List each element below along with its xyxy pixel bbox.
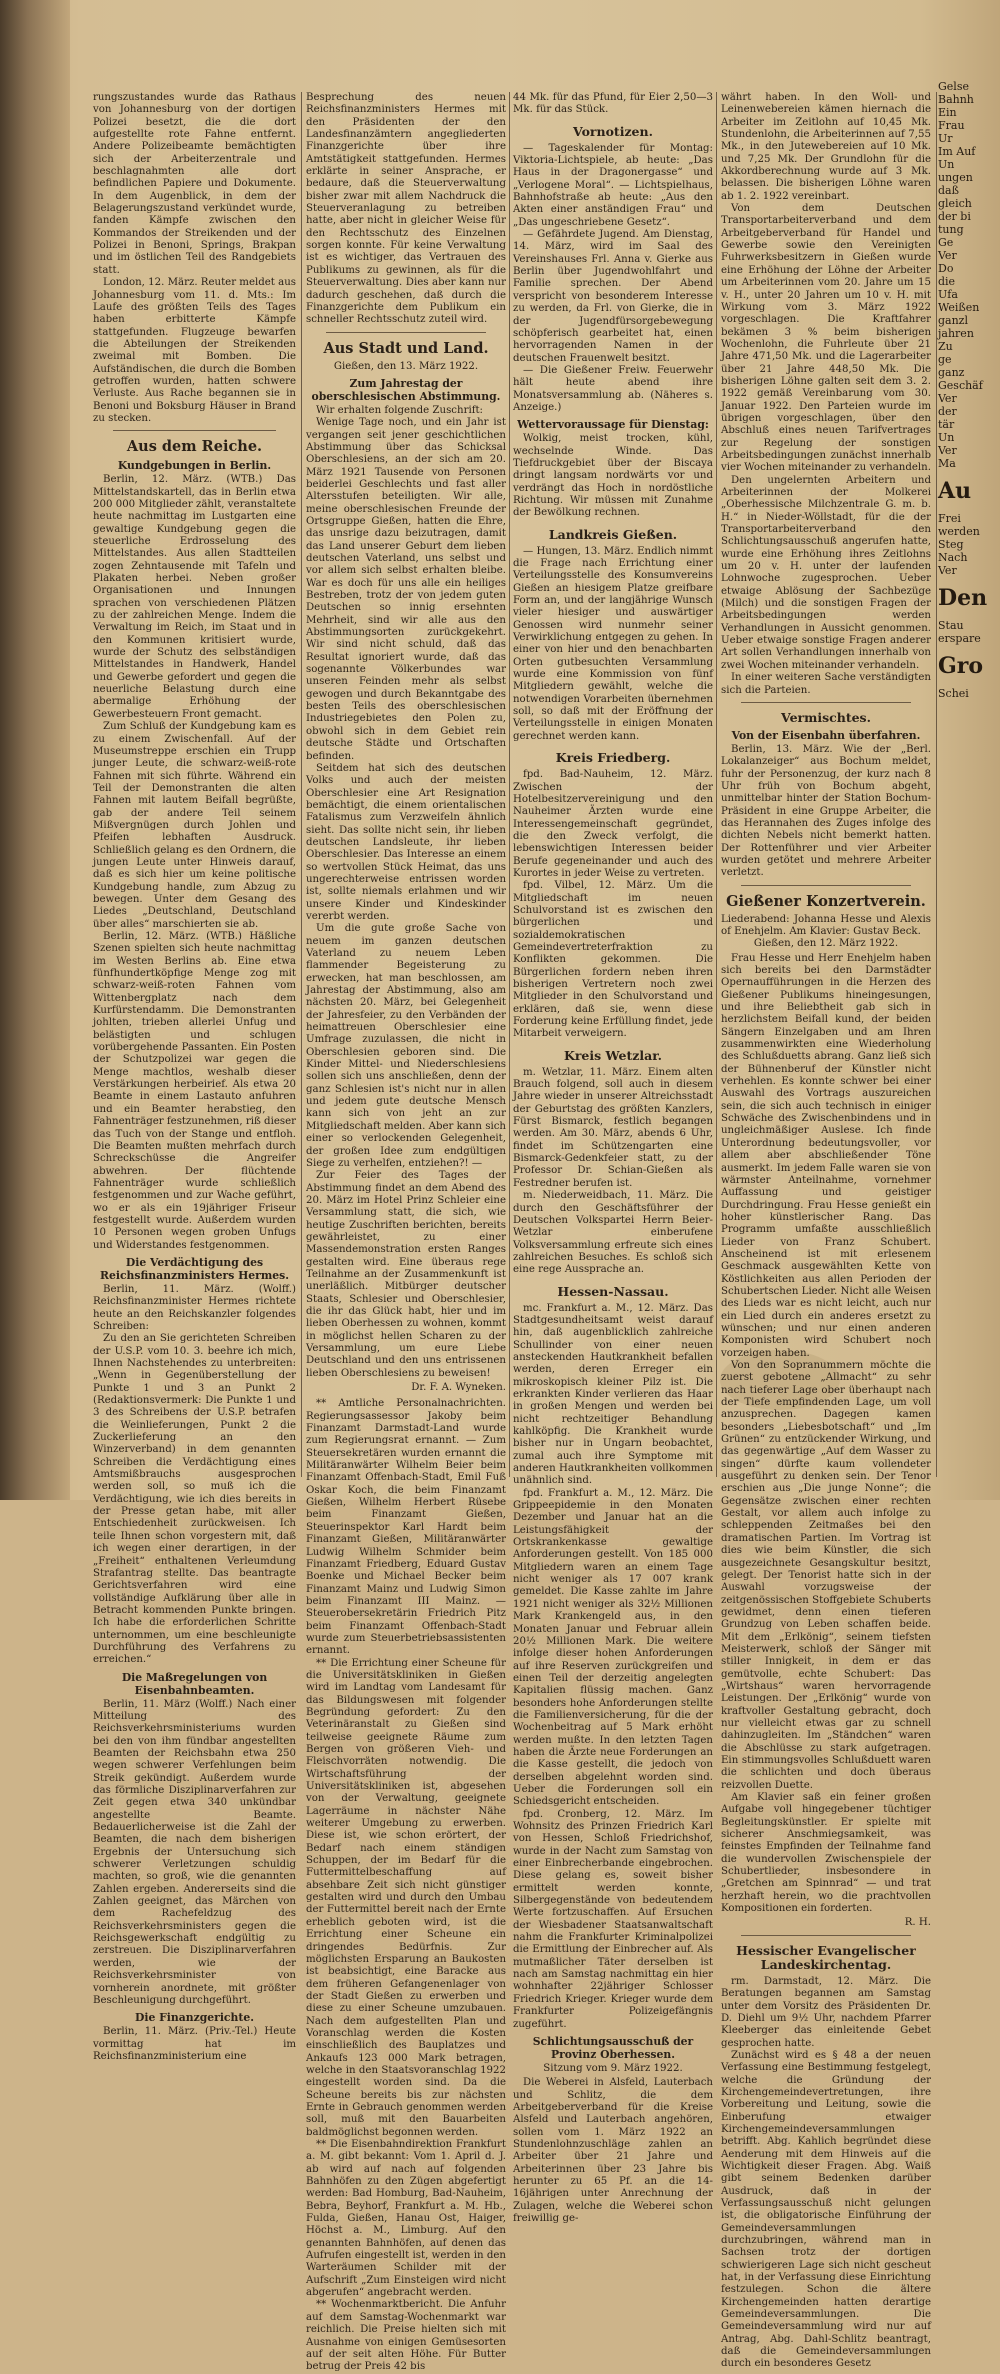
dateline: Gießen, den 12. März 1922. [753,938,899,950]
edge-fragment: Im Auf [938,145,976,158]
section-divider [741,885,911,886]
article-paragraph: London, 12. März. Reuter meldet aus Johannesburg vom 11. d. Mts.: Im Laufe des größten Teils des Tages haben erbitterte Kämpfe stattgefunden. Flugzeuge bewarfen die Abteilungen der Streikenden zweimal mit Bomben. Die Aufständischen, die durch die Bomben getroffen wurden, hatten schwere Verluste. Aus Rache begannen sie in Benoni und Boksburg Häuser in Brand zu stecken. [93,277,296,424]
edge-fragment: Schei [938,687,969,700]
edge-fragment: tär [938,418,955,431]
edge-fragment: Den [938,585,988,611]
article-paragraph: Besprechung des neuen Reichsfinanzministers Hermes mit den Präsidenten der den Landesfinanzämtern angegliederten Finanzgerichte über ihre Amtstätigkeit stattgefunden. Hermes erklärte in seiner Ansprache, er bedaure, daß die Steuerverwaltung bisher zwar mit allem Nachdruck die Steuerveranlagung zu betreiben hatte, aber nicht in gleicher Weise für den Rechtsschutz des Einzelnen sorgen konnte. Für keine Verwaltung ist es wichtiger, das Vertrauen des Publikums zu gewinnen, als für die Steuerverwaltung. Dies aber kann nur dadurch geschehen, daß durch die Finanzgerichte dem Publikum ein schneller Rechtsschutz zuteil wird. [306,92,506,326]
edge-fragment: ge [938,353,952,366]
column-2 [306,92,506,2373]
article-paragraph: fpd. Bad-Nauheim, 12. März. Zwischen der Hotelbesitzervereinigung und den Nauheimer Ärzten wurde eine Interessengemeinschaft gegründet, die den Zweck verfolgt, die lebenswichtigen Interessen beider Berufe gegeneinander und auch des Kurortes in jeder Weise zu vertreten. [513,769,713,879]
edge-fragment: Ge [938,236,954,249]
article-heading: Von der Eisenbahn überfahren. [731,728,921,742]
article-paragraph: fpd. Frankfurt a. M., 12. März. Die Grippeepidemie in den Monaten Dezember und Januar hat an die Leistungsfähigkeit der Ortskrankenkasse gewaltige Anforderungen gestellt. Von 185 000 Mitgliedern waren an einem Tage nicht weniger als 17 007 krank gemeldet. Die Kasse zahlte im Jahre 1921 nicht weniger als 32½ Millionen Mark Krankengeld aus, in den Monaten Januar und Februar allein 20½ Millionen Mark. Die weitere infolge dieser hohen Anforderungen auf ihre Reserven zurückgreifen und einen Teil der derzeitig angelegten Kapitalien flüssig machen. Ganz besonders hohe Anforderungen stellte die Familienversicherung, für die der Wochenbeitrag auf 5 Mark erhöht werden mußte. In den letzten Tagen haben die Ärzte neue Forderungen an die Kasse gestellt, die jedoch von derselben abgelehnt worden sind. Ueber die Forderungen soll ein Schiedsgericht entscheiden. [513,1487,713,1808]
article-paragraph: Am Klavier saß ein feiner großen Aufgabe voll hingegebener tüchtiger Begleitungskünstler. Er spielte mit sicherer Anschmiegsamkeit, was feinstes Empfinden der Teilnahme fand die wundervollen Zwischenspiele der Schubertlieder, insbesondere in „Gretchen am Spinnrad“ — und trat herzhaft herein, wo die prachtvollen Kompositionen ein forderten. [721,1792,931,1915]
article-paragraph: — Hungen, 13. März. Endlich nimmt die Frage nach Errichtung einer Verteilungsstelle des Konsumvereins Gießen an hiesigem Platze greifbare Form an, und der langjährige Wunsch vieler hiesiger und auswärtiger Genossen wird nunmehr seiner Verwirklichung entgegen zu gehen. In einer von hier und den benachbarten Orten gutbesuchten Versammlung wurde eine Kommission von fünf Mitgliedern gewählt, welche die notwendigen Vorarbeiten übernehmen soll, so daß mit der Eröffnung der Verteilungsstelle in einigen Monaten gerechnet werden kann. [513,545,713,742]
edge-fragment: Ein [938,106,957,119]
edge-fragment: Zu [938,340,953,353]
article-paragraph: fpd. Vilbel, 12. März. Um die Mitgliedschaft im neuen Schulvorstand ist es zwischen den bürgerlichen und sozialdemokratischen Gemeindevertreterfraktion zu Konflikten gekommen. Die Bürgerlichen fordern neben ihren bisherigen Vertretern noch zwei Mitglieder in den Schulvorstand und erklären, daß sie, wenn diese Forderung keine Erfüllung findet, jede Mitarbeit verweigern. [513,880,713,1040]
article-paragraph: Berlin, 13. März. Wie der „Berl. Lokalanzeiger“ aus Bochum meldet, fuhr der Personenzug, der kurz nach 8 Uhr früh von Bochum abgeht, unmittelbar hinter der Station Bochum-Präsident in eine Gruppe Arbeiter, die das Herannahen des Zuges infolge des dichten Nebels nicht bemerkt hatten. Der Rottenführer und vier Arbeiter wurden getötet und mehrere Arbeiter verletzt. [721,743,931,879]
edge-fragment: Ur [938,132,953,145]
section-heading: Schlichtungsausschuß der Provinz Oberhessen. [532,2034,694,2061]
edge-fragment: Ver [938,444,957,457]
article-paragraph: In einer weiteren Sache verständigten sich die Parteien. [721,672,931,696]
section-heading: Vornotizen. [573,123,653,139]
column-3 [513,92,713,2224]
edge-fragment: Ver [938,564,957,577]
section-divider [113,430,276,431]
column-4 [721,92,931,2370]
section-heading: Kreis Friedberg. [555,750,671,766]
edge-fragment: ganzl [938,314,968,327]
article-paragraph: rungszustandes wurde das Rathaus von Johannesburg von der dortigen Polizei besetzt, die die dort aufgestellte rote Fahne entfernt. Andere Polizeibeamte bemächtigten sich der Arbeiterzentrale und beschlagnahmten alle dort befindlichen Papiere und Dokumente. In dem Augenblick, in dem der Belagerungszustand verkündet wurde, fanden Kämpfe zwischen den Kommandos der Streikenden und der Polizei in Benoni, Springs, Brakpan und im östlichen Teil des Randgebiets statt. [93,92,296,276]
edge-fragment: ungen [938,171,973,184]
article-paragraph: Berlin, 11. März. (Priv.-Tel.) Heute vormittag hat im Reichsfinanzministerium eine [93,2026,296,2062]
section-heading: Wettervoraussage für Dienstag: [517,418,709,432]
section-heading: Hessischer Evangelischer Landeskirchentag. [736,1942,916,1972]
edge-fragment: gleich [938,197,972,210]
edge-fragment: Stau [938,619,964,632]
author-signature: Dr. F. A. Wyneken. [411,1382,506,1394]
article-paragraph: ** Die Eisenbahndirektion Frankfurt a. M. gibt bekannt: Vom 1. April d. J. ab wird auf nach auf folgenden Bahnhöfen zu den Zügen abgefertigt werden: Bad Homburg, Bad-Nauheim, Bebra, Beyhorf, Frankfurt a. M. Hb., Fulda, Gießen, Hanau Ost, Haiger, Höchst a. M., Limburg. Auf den genannten Bahnhöfen, auf denen das Aufrufen eingestellt ist, werden in den Warteräumen Schilder mit der Aufschrift „Zum Einsteigen wird nicht abgerufen“ angebracht werden. [306,2139,506,2299]
edge-fragment: Steg [938,538,964,551]
column-1 [93,92,296,2062]
section-heading: Aus dem Reiche. [126,438,263,456]
edge-fragment: Ufa [938,288,958,301]
article-paragraph: Seitdem hat sich des deutschen Volks und auch der meisten Oberschlesier eine Art Resignation bemächtigt, die einem orientalischen Fatalismus zum Verzweifeln ähnlich sieht. Das sollte nicht sein, ihr lieben deutschen Landsleute, ihr lieben Oberschlesier. Das Interesse an einem so wertvollen Stück Heimat, das uns ungerechterweise entrissen worden ist, sollte niemals erlahmen und wir unsere Kinder und Kindeskinder vererbt werden. [306,762,506,922]
article-heading: Die Verdächtigung des Reichsfinanzministers Hermes. [100,1255,289,1282]
article-paragraph: Zum Schluß der Kundgebung kam es zu einem Zwischenfall. Auf der Museumstreppe erschien ein Trupp junger Leute, die schwarz-weiß-rote Fahnen mit sich führte. Während ein Teil der Demonstranten die alten Fahnen mit lautem Beifall begrüßte, gab der andere Teil seinem Mißvergnügen durch Johlen und Pfeifen lebhaften Ausdruck. Schließlich gelang es den Ordnern, die jungen Leute unter Hinweis darauf, daß es sich hier um keine politische Kundgebung handle, zum Abzug zu bewegen. Unter dem Gesang des Liedes „Deutschland, Deutschland über alles“ marschierten sie ab. [93,721,296,930]
article-paragraph: währt haben. In den Woll- und Leinenwebereien kämen hiernach die Arbeiter im Zeitlohn auf 10,45 Mk. Stundenlohn, die Arbeiterinnen auf 7,55 Mk., in den Jutewebereien auf 10 Mk. und 7,25 Mk. Der Grundlohn für die Akkordberechnung wurde auf 3 Mk. belassen. Die bisherigen Löhne waren ab 1. 2. 1922 vereinbart. [721,92,931,202]
section-divider [326,332,486,333]
binding-shadow [0,0,70,1500]
article-paragraph: Zunächst wird es § 48 a der neuen Verfassung eine Bestimmung festgelegt, welche die Gründung der Kirchengemeindevertretungen, ihre Vorbereitung und Leitung, sowie die Einberufung etwaiger Kirchengemeindeversammlungen betrifft. Abg. Kahlich begründet diese Aenderung mit dem Hinweis auf die Wichtigkeit dieser Fragen. Abg. Waiß gibt seinem Bedenken darüber Ausdruck, daß in der Verfassungsausschuß nicht gelungen ist, die obligatorische Einführung der Gemeindeversammlungen durchzubringen, während man in Sachsen trotz der dortigen schwierigeren Lage sich nicht gescheut hat, in der Verfassung diese Einrichtung festzulegen. Schon die ältere Kirchengemeinden hatten derartige Gemeindeversammlungen. Die Gemeindeversammlung wird nur auf Antrag, Abg. Dahl-Schlitz beantragt, daß die Gemeindeversammlungen durch ein besonderes Gesetz [721,2049,931,2370]
article-paragraph: Berlin, 12. März. (WTB.) Das Mittelstandskartell, das in Berlin etwa 200 000 Mitglieder zählt, veranstaltete heute nachmittag im Lustgarten eine gewaltige Kundgebung gegen die steuerliche Erdrosselung des Mittelstandes. Aus allen Stadtteilen zogen Zehntausende mit Tafeln und Plakaten herbei. Neben großer Organisationen und Innungen sprachen von verschiedenen Plätzen zu der zahlreichen Menge. Indem die Verwaltung im Reich, im Staat und in den Kommunen kritisiert wurde, wurde der Schutz des selbständigen Mittelstandes in Handwerk, Handel und Gewerbe gefordert und gegen die neuerliche Belastung durch eine abermalige Erhöhung der Gewerbesteuern Front gemacht. [93,474,296,720]
edge-fragment: Un [938,431,955,444]
article-heading: Die Finanzgerichte. [135,2011,254,2025]
article-paragraph: Berlin, 11. März (Wolff.) Nach einer Mitteilung des Reichsverkehrsministeriums wurden bei den von ihm fündbar angestellten Beamten der Reichsbahn etwa 250 wegen schwerer Verfehlungen beim Streik gekündigt. Außerdem wurde das förmliche Disziplinarverfahren zur Zeit gegen etwa 340 unkündbar angestellte Beamte. Bedauerlicherweise ist die Zahl der Beamten, die nach dem bisherigen Ergebnis der Untersuchung sich schwerer Verletzungen schuldig machten, so groß, wie die genannten Zahlen ergeben. Andererseits sind die Zahlen geeignet, das Märchen von dem Rachefeldzug des Reichsverkehrsministers gegen die Reichsgewerkschaft endgültig zu zerstreuen. Die Disziplinarverfahren werden, wie der Reichsverkehrsminister von vornherein anordnete, mit größter Beschleunigung durchgeführt. [93,1698,296,2006]
edge-fragment: der [938,405,957,418]
section-divider [741,702,911,703]
article-paragraph: m. Niederweidbach, 11. März. Die durch den Geschäftsführer der Deutschen Volkspartei Herrn Beier-Wetzlar einberufene Volksversammlung erfreute sich eines zahlreichen Besuches. Es schloß sich eine rege Aussprache an. [513,1190,713,1276]
edge-fragment: Frei [938,512,961,525]
concert-program: Liederabend: Johanna Hesse und Alexis of Enehjelm. Am Klavier: Gustav Beck. [721,913,931,937]
article-paragraph: Berlin, 12. März. (WTB.) Häßliche Szenen spielten sich heute nachmittag im Westen Berlins ab. Eine etwa fünfhundertköpfige Menge zog mit schwarz-weiß-roten Fahnen vom Wittenbergplatz nach dem Kurfürstendamm. Die Demonstranten johlten, trieben allerlei Unfug und belästigten und schlugen vorübergehende Passanten. Ein Posten der Schutzpolizei war gegen die Menge machtlos, weshalb dieser Verstärkungen herbeirief. Als etwa 20 Beamte in einem Lastauto anfuhren und ein Beamter herabstieg, den Fahnenträger festzunehmen, riß dieser das Tuch von der Stange und entfloh. Die Beamten mußten mehrfach durch Schreckschüsse die Angreifer abwehren. Der flüchtende Fahnenträger wurde schließlich festgenommen und zur Wache geführt, wo er als ein 19jähriger Friseur festgestellt wurde. Außerdem wurden 10 Personen wegen groben Unfugs und Widerstandes festgenommen. [93,931,296,1251]
article-paragraph: Die Weberei in Alsfeld, Lauterbach und Schlitz, die dem Arbeitgeberverband für die Kreise Alsfeld und Lauterbach angehören, sollen vom 1. März 1922 an Stundenlohnzuschläge zahlen an Arbeiter über 21 Jahre und Arbeiterinnen über 23 Jahre bis herunter zu 65 Pf. an die 14-16jährigen unter Anrechnung der Zulagen, welche die Weberei schon freiwillig ge- [513,2077,713,2224]
article-paragraph: ** Die Errichtung einer Scheune für die Universitätskliniken in Gießen wird im Landtag vom Landesamt für das Bildungswesen mit folgender Begründung gefordert: Zu den Veterinäranstalt zu Gießen sind teilweise geeignete Räume zum Bergen von größeren Vieh- und Fleischvorräten notwendig. Die Wirtschaftsführung der Universitätskliniken ist, abgesehen von der Verwaltung, geeignete Lagerräume in nächster Nähe weiterer Umgebung zu erwerben. Diese ist, wie schon erörtert, der Bedarf nach einem ständigen Schuppen, der im Bedarf für die Futtermittelbeschaffung auf absehbare Zeit sich nicht günstiger gestalten wird und durch den Umbau der Futtermittel bereit nach der Ernte erheblich geboten wird, ist die Errichtung einer Scheune ein dringendes Bedürfnis. Zur möglichsten Ersparung an Baukosten ist beabsichtigt, eine Baracke aus dem früheren Gefangenenlager von der Stadt Gießen zu erwerben und diese zu einer Scheune umzubauen. Nach dem aufgestellten Plan und Voranschlag werden die Kosten einschließlich des Bauplatzes und Ankaufs 123 000 Mark betragen, welche in den Staatsvoranschlag 1922 eingestellt worden sind. Da die Scheune bereits bis zur nächsten Ernte in Gebrauch genommen werden soll, muß mit den Bauarbeiten baldmöglichst begonnen werden. [306,1657,506,2138]
column-rule [936,92,937,1477]
edge-fragment: werden [938,525,980,538]
edge-fragment: Au [938,478,972,504]
section-heading: Hessen-Nassau. [557,1283,669,1299]
edge-fragment: Ver [938,249,957,262]
article-paragraph: ** Wochenmarktbericht. Die Anfuhr auf dem Samstag-Wochenmarkt war reichlich. Die Preise hielten sich mit Ausnahme von einigen Gemüsesorten auf der seit alten Höhe. Für Butter betrug der Preis 42 bis [306,2299,506,2373]
article-heading: Die Maßregelungen von Eisenbahnbeamten. [121,1670,268,1697]
article-paragraph: 44 Mk. für das Pfund, für Eier 2,50—3 Mk. für das Stück. [513,92,713,116]
article-paragraph: Wolkig, meist trocken, kühl, wechselnde Winde. Das Tiefdruckgebiet über der Biscaya dringt langsam nordwärts vor und verdrängt das Hoch in nordöstliche Richtung. Wir müssen mit Zunahme der Bewölkung rechnen. [513,433,713,519]
article-paragraph: ** Amtliche Personalnachrichten. Regierungsassessor Jakoby beim Finanzamt Darmstadt-Land wurde zum Regierungsrat ernannt. — Zum Steuersekretären wurden ernannt die Militäranwärter Wilhelm Beier beim Finanzamt Offenbach-Stadt, Emil Fuß Oskar Koch, die beim Finanzamt Gießen, Wilhelm Herbert Rüsebe beim Finanzamt Gießen, Steuerinspektor Karl Hardt beim Finanzamt Gießen, Militäranwärter Ludwig Wilhelm Schmider beim Finanzamt Friedberg, Eduard Gustav Boenke und Michael Becker beim Finanzamt Mainz und Ludwig Simon beim Finanzamt III Mainz. — Steuerobersekretärin Friedrich Pitz beim Finanzamt Offenbach-Stadt wurde zum Steuerbetriebsassistenten ernannt. [306,1398,506,1657]
dateline: Gießen, den 13. März 1922. [333,360,479,372]
edge-fragment: Un [938,158,955,171]
edge-fragment: ganz [938,366,965,379]
article-paragraph: Berlin, 11. März. (Wolff.) Reichsfinanzminister Hermes richtete heute an den Reichskanzler folgendes Schreiben: [93,1283,296,1332]
adjacent-page-edge [938,80,1000,1480]
column-rule [301,92,302,1477]
edge-fragment: Do [938,262,954,275]
edge-fragment: der bi [938,210,971,223]
article-paragraph: — Die Gießener Freiw. Feuerwehr hält heute abend ihre Monatsversammlung ab. (Näheres s. Anzeige.) [513,364,713,413]
article-paragraph: Von dem Deutschen Transportarbeiterverband und dem Arbeitgeberverband für Handel und Gewerbe sowie den Vereinigten Fuhrwerksbesitzern in Gießen wurde eine Erhöhung der Löhne der Arbeiter um Arbeiterinnen vom 20. Jahre um 15 v. H., unter 20 Jahren um 10 v. H. mit Wirkung vom 3. März 1922 vorgeschlagen. Die Kraftfahrer bekämen 3 % beim bisherigen Wochenlohn, die Fuhrleute über 21 Jahre 471,50 Mk. und die Lagerarbeiter über 21 Jahre 448,50 Mk. Die bisherigen Löhne galten seit dem 3. 2. 1922 gemäß Vereinbarung vom 30. Januar 1922. Den Parteien wurde im übrigen vorgeschlagen, über den Abschluß eines neuen Tarifvertrages zur Regelung der sonstigen Arbeitsbedingungen zunächst innerhalb vier Wochen miteinander zu verhandeln. [721,203,931,474]
article-paragraph: Von den Sopranummern möchte die zuerst gebotene „Allmacht“ zu sehr nach tieferer Lage ober überhaupt nach der Tiefe empfindenden Lage, um voll anzusprechen. Dagegen kamen besonders „Liebesbotschaft“ und „Im Grünen“ zu entzückender Wirkung, und das gegenwärtige „Auf dem Wasser zu singen“ dürfte kaum vollendeter ausgeführt zu denken sein. Der Tenor erschien aus „Die junge Nonne“; die Gegensätze zwischen einer rechten Gestalt, vor allem auch infolge zu schleppenden Zeitmaßes bei den dramatischen Partien. Im Vortrag ist dies wie beim Künstler, die sich ausgezeichnete Gesangskultur besitzt, gelegt. Der Tenorist hatte sich in der Auswahl vorzugsweise der zeitgenössischen Stoffgebiete Schuberts gewidmet, denn einen tieferen Grundzug von Leben schaffen beide. Mit dem „Erlkönig“, seinem tiefsten Meisterwerk, schloß der Sänger mit stiller Innigkeit, in dem er das gemütvolle, echte Schubert: Das „Wirtshaus“ waren hervorragende Leistungen. Der „Erlkönig“ wurde von kraftvoller Gestaltung gebracht, doch nur vielleicht etwas gar zu schnell dahinzugleiten. Im „Ständchen“ waren die Abschlüsse zu stark aufgetragen. Ein stimmungsvolles Schlußduett waren die schlichten und doch überaus reizvollen Duette. [721,1360,931,1791]
article-paragraph: Zur Feier des Tages der Abstimmung findet an dem Abend des 20. März im Hotel Prinz Schleier eine Versammlung statt, die sich, wie heutige Zuschriften berichten, bereits gewährleistet, zu einer Massendemonstration ersten Ranges gestalten wird. Eine überaus rege Teilnahme an der Zusammenkunft ist unerläßlich. Mitbürger deutscher Staats, Schlesier und Oberschlesier, die ihr das Glück habt, hier und im lieben Oberhessen zu wohnen, kommt in möglichst hellen Scharen zu der Versammlung, um eure Liebe Deutschland und den uns entrissenen lieben Oberschlesiens zu beweisen! [306,1170,506,1379]
edge-fragment: Bahnh [938,93,974,106]
author-signature: R. H. [904,1917,931,1929]
edge-fragment: daß [938,184,959,197]
edge-fragment: erspare [938,632,981,645]
edge-fragment: Gelse [938,80,969,93]
edge-fragment: Nach [938,551,968,564]
article-paragraph: m. Wetzlar, 11. März. Einem alten Brauch folgend, soll auch in diesem Jahre wieder in unserer Altreichsstadt der Geburtstag des größten Kanzlers, Fürst Bismarck, festlich begangen werden. Am 30. März, abends 6 Uhr, findet im Schützengarten eine Bismarck-Gedenkfeier statt, zu der Professor Dr. Schian-Gießen als Festredner berufen ist. [513,1066,713,1189]
section-divider [741,1935,911,1936]
article-paragraph: — Gefährdete Jugend. Am Dienstag, 14. März, wird im Saal des Vereinshauses Frl. Anna v. Gierke aus Berlin über Jugendwohlfahrt und Familie sprechen. Der Abend verspricht von besonderem Interesse zu werden, da Frl. von Gierke, die in der Jugendfürsorgebewegung schöpferisch gearbeitet hat, einen hervorragenden Namen in der deutschen Frauenwelt besitzt. [513,229,713,364]
article-heading: Zum Jahrestag der oberschlesischen Abstimmung. [311,376,501,403]
dateline: Sitzung vom 9. März 1922. [543,2062,683,2074]
section-heading: Kreis Wetzlar. [563,1047,663,1063]
edge-fragment: Weißen [938,301,980,314]
edge-fragment: tung [938,223,964,236]
edge-fragment: Gro [938,653,984,679]
article-paragraph: Um die gute große Sache von neuem im ganzen deutschen Vaterland zu neuem Leben flammender Begeisterung zu erwecken, hat man beschlossen, am Jahrestag der Abstimmung, also am nächsten 20. März, bei Gelegenheit der Jahresfeier, zu den Verbänden der heimattreuen Oberschlesier eine Umfrage zuzulassen, die nicht in Oberschlesien geboren sind. Die Kinder Mittel- und Niederschlesiens sollen sich uns anschließen, denn der ganz Schlesien ist's nicht nur in allen und jedem gute deutsche Mensch kann sich von jeht an zur Mitgliedschaft melden. Aber kann sich einer so verlockenden Gelegenheit, der großen Idee zum endgültigen Siege zu verhelfen, entziehen?! — [306,923,506,1169]
section-heading: Landkreis Gießen. [548,526,678,542]
article-paragraph: — Tageskalender für Montag: Viktoria-Lichtspiele, ab heute: „Das Haus in der Dragonergasse“ und „Verlogene Moral“. — Lichtspielhaus, Bahnhofstraße ab heute: „Aus den Akten einer anständigen Frau“ und „Das ungeschriebene Gesetz“. [513,142,713,228]
edge-fragment: Frau [938,119,965,132]
section-heading: Vermischtes. [781,709,871,725]
article-heading: Kundgebungen in Berlin. [117,459,272,473]
edge-fragment: jahren [938,327,974,340]
edge-fragment: die [938,275,956,288]
article-paragraph: fpd. Cronberg, 12. März. Im Wohnsitz des Prinzen Friedrich Karl von Hessen, Schloß Friedrichshof, wurde in der Nacht zum Samstag von einer Einbrecherbande eingebrochen. Diese gelang es, soweit bisher ermittelt werden konnte, Silbergegenstände von bedeutendem Werte fortzuschaffen. Auf Ersuchen der Wiesbadener Staatsanwaltschaft nahm die Frankfurter Kriminalpolizei die Ermittlung der Einbrecher auf. Als mutmaßlicher Täter derselben ist nach am Samstag nachmittag ein hier wohnhafter 22jähriger Schlosser Friedrich Krieger. Krieger wurde dem Frankfurter Polizeigefängnis zugeführt. [513,1808,713,2030]
section-heading: Gießener Konzertverein. [726,892,926,910]
article-paragraph: Wir erhalten folgende Zuschrift: [316,404,483,416]
article-paragraph: Wenige Tage noch, und ein Jahr ist vergangen seit jener geschichtlichen Abstimmung über das Schicksal Oberschlesiens, an der sich am 20. März 1921 Tausende von Personen beiderlei Geschlechts und fast aller Altersstufen beteiligten. Wir alle, meine oberschlesischen Freunde der Ortsgruppe Gießen, hatten die Ehre, das unsrige dazu beizutragen, damit das Land unserer Geburt dem lieben deutschen Vaterland, uns selbst und vor allem sich selbst erhalten bleibe. War es doch für uns alle ein heiliges Bestreben, trotz der von jedem guten Deutschen so innig ersehnten Mehrheit, sind wir alle aus den Abstimmungsorten zurückgekehrt. Wir sind nicht schuld, daß das Resultat ignoriert wurde, daß das sogenannte Völkerbundes war unseren Feinden mehr als selbst gewogen und durch Bekanntgabe des besten Teils des oberschlesischen Industriegebietes den Polen zu, obwohl sich in dem Gebiet rein deutsche Städte und Ortschaften befinden. [306,417,506,762]
article-paragraph: Zu den an Sie gerichteten Schreiben der U.S.P. vom 10. 3. beehre ich mich, Ihnen Nachstehendes zu unterbreiten: „Wenn in Gegenüberstellung der Punkte 1 und 3 an Punkt 2 (Redaktionsvermerk: Die Punkte 1 und 3 des Schreibens der U.S.P. betrafen die Weinlieferungen, Punkt 2 die Zuckerlieferung an den Winzerverband) in dem genannten Schreiben die Verdächtigung eines Amtsmißbrauchs ausgesprochen werden soll, so muß ich die Verdächtigung, wie ich dies bereits in der Presse getan habe, mit aller Entschiedenheit zurückweisen. Ich teile Ihnen schon vorgestern mit, daß ich wegen einer derartigen, in der „Freiheit“ enthaltenen Verleumdung Strafantrag stellte. Das beantragte Gerichtsverfahren wird eine vollständige Aufklärung über alle in Betracht kommenden Punkte bringen. Ich habe die erforderlichen Schritte unternommen, um eine beschleunigte Durchführung des Verfahrens zu erreichen.“ [93,1333,296,1666]
section-heading: Aus Stadt und Land. [323,339,489,357]
article-paragraph: rm. Darmstadt, 12. März. Die Beratungen begannen am Samstag unter dem Vorsitz des Präsidenten Dr. D. Diehl um 9½ Uhr, nachdem Pfarrer Kleeberger das einleitende Gebet gesprochen hatte. [721,1975,931,2049]
article-paragraph: Frau Hesse und Herr Enehjelm haben sich bereits bei den Darmstädter Opernaufführungen in die Herzen des Gießener Publikums hineingesungen, und ihre Beliebtheit gab sich in herzlichstem Beifall kund, der beiden Sängern Einzelgaben und am Ihren zusammenwirkten eine Wiederholung des Schlußduetts abrang. Ganz ließ sich der Bühnenberuf der Künstler nicht verhehlen. Es konnte schwer bei einer Auswahl des Vortrags auszureichen sein, die sich auch technisch in einiger Schwäche des Zwischenbindens und in ungleichmäßiger Auslese. Ich finde Unterordnung bedeutungsvoller, vor allem aber abschließender Töne ausmerkt. Im jedem Falle waren sie von wärmster Anteilnahme, vornehmer Auffassung und geistiger Durchdringung. Frau Hesse genießt ein hoher künstlerischer Rang. Das Programm umfaßte ausschließlich Lieder von Franz Schubert. Anscheinend ist mit erlesenem Geschmack ausgewählten Kette von Köstlichkeiten aus allen Perioden der Schubertschen Lieder. Nicht alle Weisen des Lieds war es nicht leicht, auch nur ein Lied durch ein anderes ersetzt zu wünschen; und nur einen anderen Komponisten wird Schubert noch vorzeigen haben. [721,952,931,1359]
edge-fragment: Ma [938,457,956,470]
column-rule [716,92,717,1477]
edge-fragment: Geschäf [938,379,983,392]
column-rule [509,92,510,1477]
edge-fragment: Ver [938,392,957,405]
article-paragraph: Den ungelernten Arbeitern und Arbeiterinnen der Molkerei „Oberhessische Milchzentrale G. m. b. H.“ in Nieder-Wöllstadt, für die der Transportarbeiterverband den Schlichtungsausschuß angerufen hatte, wurde eine Erhöhung ihres Zeitlohns um 20 v. H. unter der laufenden Lohnwoche zugesprochen. Ueber etwaige Ablösung der Sachbezüge (Milch) und die sonstigen Fragen der Arbeitsbedingungen werden Verhandlungen in Aussicht genommen. Ueber etwaige sonstige Fragen anderer Art sollen Verhandlungen innerhalb von zwei Wochen miteinander verhandeln. [721,474,931,671]
article-paragraph: mc. Frankfurt a. M., 12. März. Das Stadtgesundheitsamt weist darauf hin, daß augenblicklich zahlreiche Schullinder von einer neuen ansteckenden Hautkrankheit befallen werden, deren Erreger ein mikroskopisch kleiner Pilz ist. Die erkrankten Kinder verlieren das Haar in großen Mengen und werden bei nicht rechtzeitiger Behandlung kahlköpfig. Die Krankheit wurde bisher nur in Ungarn beobachtet, zumal auch ihre Symptome mit anderen Hautkrankheiten vollkommen unähnlich sind. [513,1302,713,1487]
